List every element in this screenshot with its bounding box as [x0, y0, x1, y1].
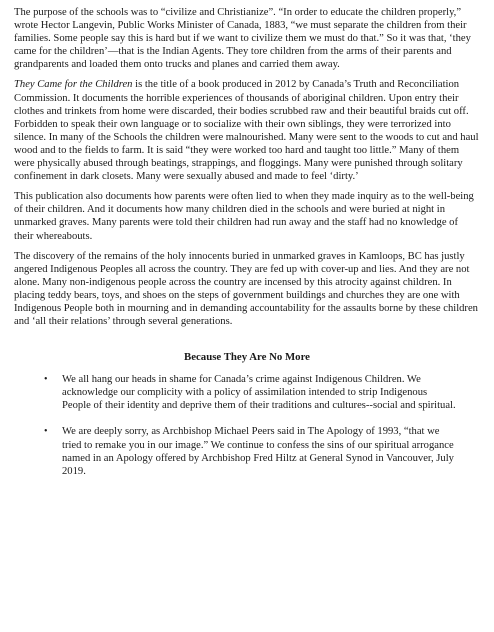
paragraph-purpose: The purpose of the schools was to “civilize and Christianize”. “In order to educate the children properly,” wrote Hector Langevin, Public Works Minister of Canada, 1883, “we must separate the children from their families. Some people say this is hard but if we want to civilize them we must do that.” So it was that, ‘they came for the children’—that is the Indian Agents. They tore children from the arms of their parents and grandparents and loaded them onto trucks and planes and carried them away. — [14, 7, 471, 71]
list-item — [14, 425, 480, 477]
list-item-text: We all hang our heads in shame for Canada’s crime against Indigenous Children. We acknowledge our complicity with a policy of assimilation intended to strip Indigenous People of their identity and deprive them of their traditions and cultures--social and spiritual. — [62, 374, 456, 412]
book-title: They Came for the Children — [14, 79, 133, 91]
bullet-icon: • — [44, 426, 48, 438]
paragraph-book-text: is the title of a book produced in 2012 by Canada’s Truth and Reconciliation Commission. It documents the horrible experiences of thousands of aboriginal children. Upon entry their clothes and trinkets from home were discarded, their bodies scrubbed raw and their beautiful braids cut off. Forbidden to speak their own language or to socialize with their own siblings, they were terrorized into silence. In many of the Schools the children were malnourished. Many were sent to the woods to cut and haul wood and to the fields to farm. It is said “they were worked too hard and taught too little.” Many of them were physically abused through beatings, strappings, and floggings. Many were punished through solitary confinement in dark closets. Many were sexually abused and made to feel ‘dirty.’ — [14, 79, 479, 183]
bullet-list — [14, 373, 480, 478]
list-item — [14, 373, 480, 412]
paragraph-kamloops: The discovery of the remains of the holy innocents buried in unmarked graves in Kamloops, BC has justly angered Indigenous Peoples all across the country. They are fed up with cover-up and lies. And they are not alone. Many non-indigenous people across the country are incensed by this atrocity against children. In placing teddy bears, toys, and shoes on the steps of government buildings and churches they are one with Indigenous People both in mourning and in demanding accountability for the assaults borne by these children and ‘all their relations’ through several generations. — [14, 250, 478, 328]
bullet-icon: • — [44, 374, 48, 386]
list-item-text: We are deeply sorry, as Archbishop Michael Peers said in The Apology of 1993, “that we tried to remake you in our image.” We continue to confess the sins of our spiritual arrogance named in an Apology offered by Archbishop Fred Hiltz at General Synod in Vancouver, July 2019. — [62, 426, 454, 477]
paragraph-parents: This publication also documents how parents were often lied to when they made inquiry as to the well-being of their children. And it documents how many children died in the schools and were buried at night in unmarked graves. Many parents were told their children had run away and the staff had no knowledge of their whereabouts. — [14, 191, 474, 242]
section-heading: Because They Are No More — [184, 351, 310, 364]
paragraph-book — [14, 78, 480, 183]
